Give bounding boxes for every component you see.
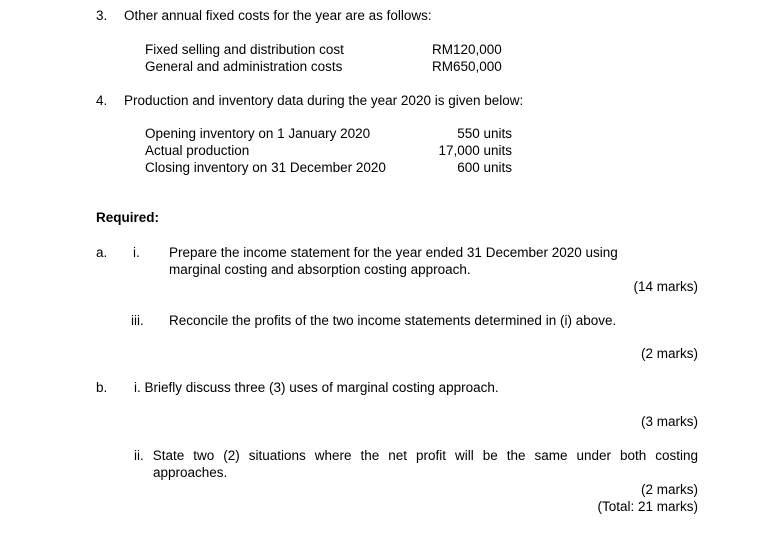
item3-row2-value: RM650,000 [432, 59, 502, 74]
required-heading: Required: [96, 210, 160, 225]
item4-row2-label: Actual production [145, 143, 250, 158]
part-a-q1-line2: marginal costing and absorption costing approach. [169, 262, 471, 277]
part-a-q2-marks: (2 marks) [641, 346, 698, 361]
part-a-q2-text: Reconcile the profits of the two income statements determined in (i) above. [169, 313, 617, 328]
part-b-letter: b. [96, 380, 108, 395]
part-a-q1-line1: Prepare the income statement for the year ended 31 December 2020 using [169, 245, 618, 260]
item4-heading: Production and inventory data during the year 2020 is given below: [124, 93, 524, 108]
item3-heading: Other annual fixed costs for the year are as follows: [124, 8, 432, 23]
item3-row1-value: RM120,000 [432, 42, 502, 57]
total-marks: (Total: 21 marks) [597, 499, 698, 514]
part-a-q2-number: iii. [131, 313, 144, 328]
part-b-q1-marks: (3 marks) [641, 414, 698, 429]
item3-row2-label: General and administration costs [145, 59, 343, 74]
part-a-q1-marks: (14 marks) [633, 279, 698, 294]
item4-row3-value: 600 units [457, 160, 512, 175]
item4-row1-value: 550 units [457, 126, 512, 141]
part-b-q2-line1: ii. State two (2) situations where the net profit will be the same under both costing [134, 448, 698, 463]
item4-row1-label: Opening inventory on 1 January 2020 [145, 126, 371, 141]
item3-row1-label: Fixed selling and distribution cost [145, 42, 344, 57]
item4-row2-value: 17,000 units [438, 143, 512, 158]
item4-number: 4. [96, 93, 108, 108]
part-b-q1-text: i. Briefly discuss three (3) uses of marginal costing approach. [134, 380, 499, 395]
item4-row3-label: Closing inventory on 31 December 2020 [145, 160, 386, 175]
part-b-q2-line2: approaches. [153, 465, 228, 480]
item3-number: 3. [96, 8, 108, 23]
part-a-letter: a. [96, 245, 108, 260]
part-b-q2-marks: (2 marks) [641, 482, 698, 497]
part-a-q1-number: i. [133, 245, 140, 260]
